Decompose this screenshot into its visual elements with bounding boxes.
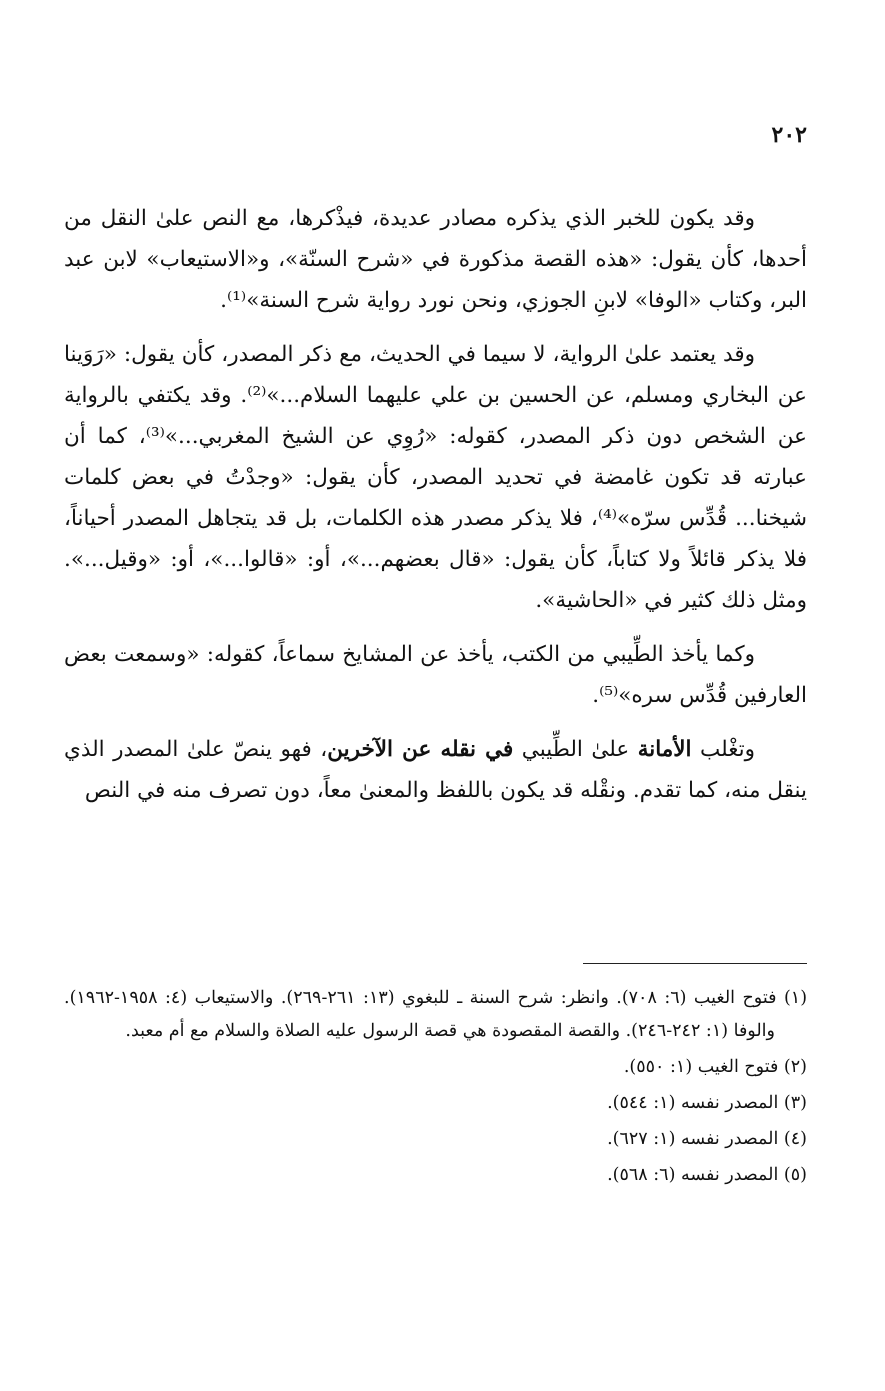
footnote-5: (٥) المصدر نفسه (٦: ٥٦٨).	[607, 1165, 807, 1185]
paragraph-honesty-end: ، فهو ينصّ علىٰ المصدر الذي ينقل منه، كما تقدم. ونقْله قد يكون باللفظ والمعنىٰ معاً، دون تصرف منه في النص	[64, 737, 807, 803]
footnote-1: (١) فتوح الغيب (٦: ٧٠٨). وانظر: شرح السنة ـ للبغوي (١٣: ٢٦١-٢٦٩). والاستيعاب (٤: ١٩٥٨-١٩٦٢). والوفا (١: ٢٤٢-٢٤٦). والقصة المقصودة هي قصة الرسول عليه الصلاة والسلام مع أم معبد.	[64, 988, 808, 1041]
bold-term-transmission: في نقله عن الآخرين	[327, 737, 514, 762]
paragraph-sources: وقد يكون للخبر الذي يذكره مصادر عديدة، فيذْكرها، مع النص علىٰ النقل من أحدها، كأن يقول: «هذه القصة مذكورة في «شرح السنّة»، و«الاستيعاب» لابن عبد البر، وكتاب «الوفا» لابنِ الجوزي، ونحن نورد رواية شرح السنة»⁽¹⁾.	[64, 206, 807, 313]
paragraph-honesty-start: وتغْلب	[691, 737, 755, 762]
footnote-4: (٤) المصدر نفسه (١: ٦٢٧).	[607, 1129, 807, 1149]
footnotes	[64, 982, 807, 1195]
paragraph-hearing: وكما يأخذ الطِّيبي من الكتب، يأخذ عن المشايخ سماعاً، كقوله: «وسمعت بعض العارفين قُدِّس سره»⁽⁵⁾.	[64, 642, 807, 708]
footnote-separator	[583, 963, 807, 964]
paragraph-honesty-middle: علىٰ الطِّيبي	[513, 737, 638, 762]
main-text	[64, 198, 807, 824]
footnote-3: (٣) المصدر نفسه (١: ٥٤٤).	[607, 1093, 807, 1113]
footnote-2: (٢) فتوح الغيب (١: ٥٥٠).	[623, 1057, 807, 1077]
paragraph-narration: وقد يعتمد علىٰ الرواية، لا سيما في الحديث، مع ذكر المصدر، كأن يقول: «رَوَينا عن البخاري ومسلم، عن الحسين بن علي عليهما السلام...»⁽²⁾. وقد يكتفي بالرواية عن الشخص دون ذكر المصدر، كقوله: «رُوِي عن الشيخ المغربي...»⁽³⁾، كما أن عبارته قد تكون غامضة في تحديد المصدر، كأن يقول: «وجدْتُ في بعض كلمات شيخنا... قُدِّس سرّه»⁽⁴⁾، فلا يذكر مصدر هذه الكلمات، بل قد يتجاهل المصدر أحياناً، فلا يذكر قائلاً ولا كتاباً، كأن يقول: «قال بعضهم...»، أو: «قالوا...»، أو: «وقيل...». ومثل ذلك كثير في «الحاشية».	[64, 342, 807, 613]
page-number: ٢٠٢	[771, 122, 807, 148]
bold-term-honesty: الأمانة	[637, 737, 692, 762]
paragraph-honesty	[64, 729, 807, 811]
